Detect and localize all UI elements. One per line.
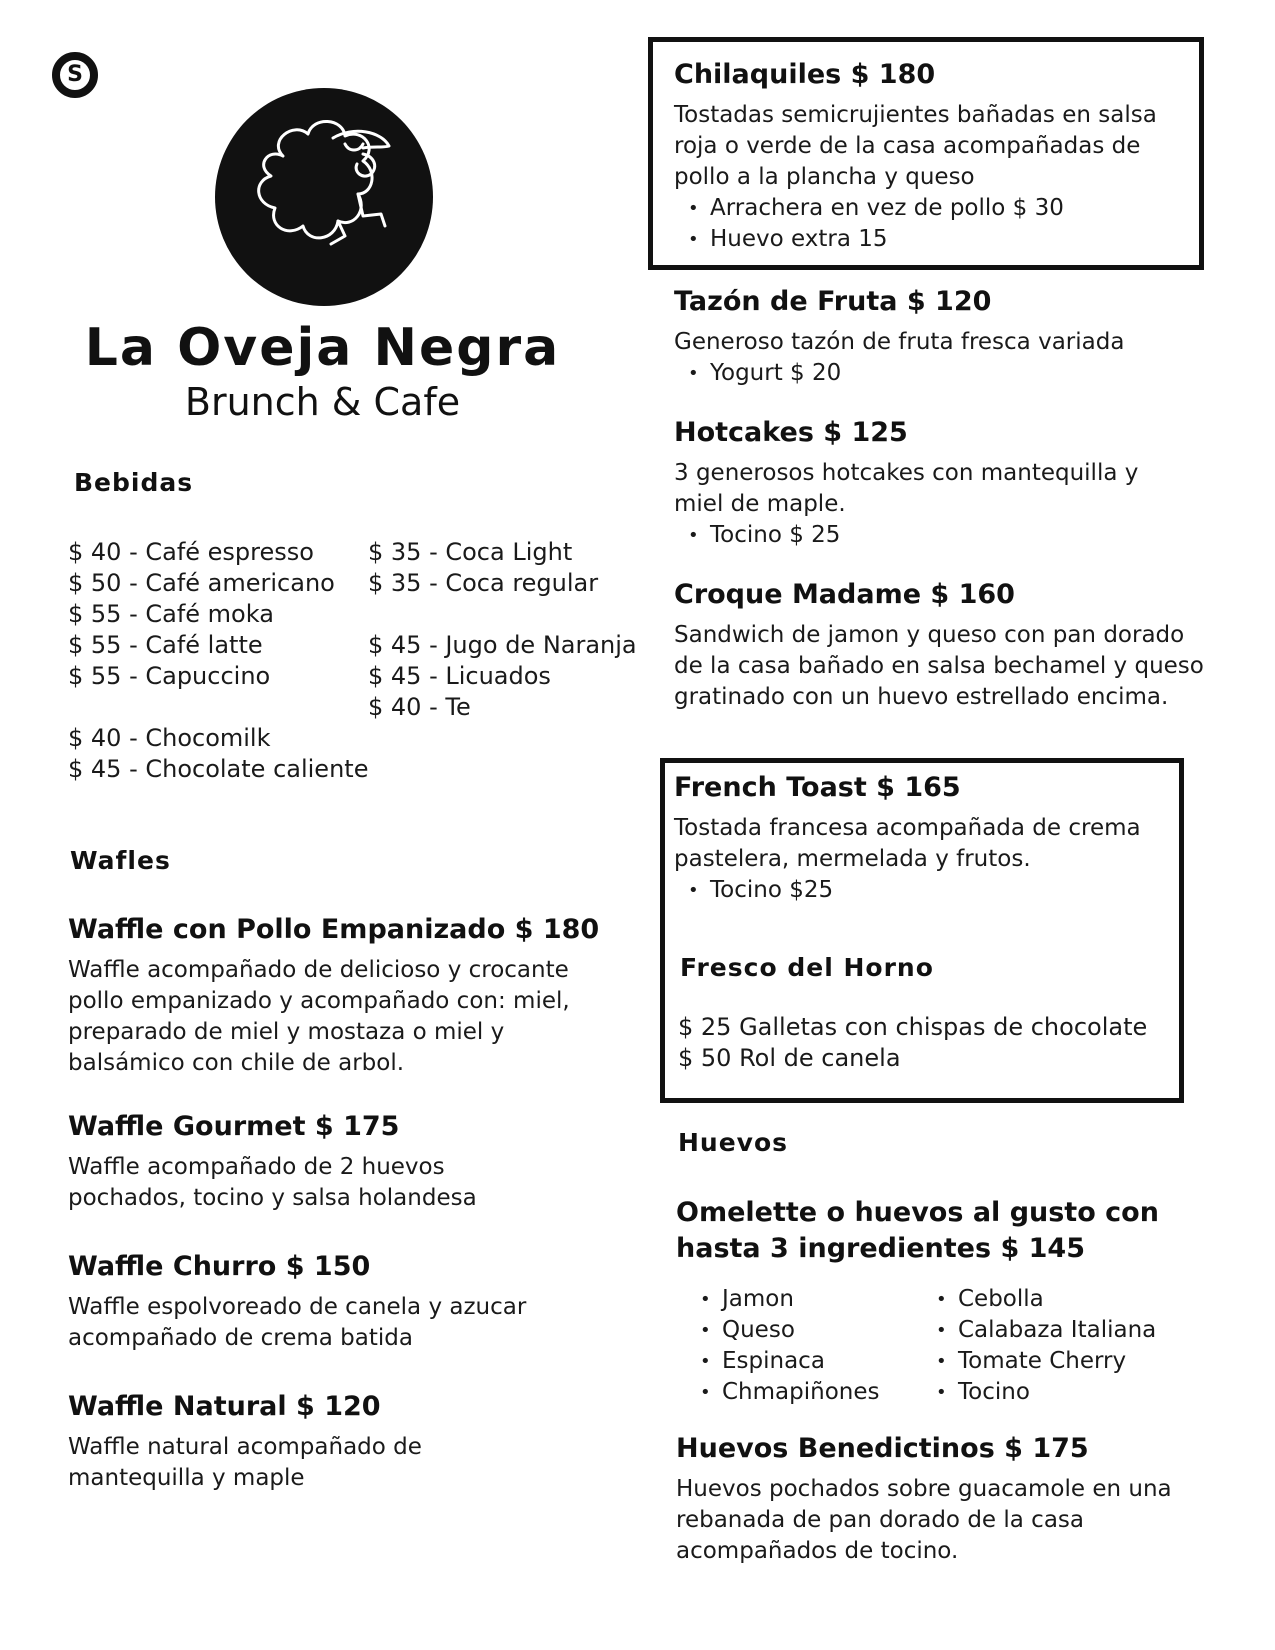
menu-item-waffle-pollo <box>68 913 608 1079</box>
brand-badge-icon <box>52 52 98 98</box>
menu-item-waffle-churro <box>68 1250 608 1354</box>
brand-subtitle: Brunch & Cafe <box>184 380 461 424</box>
ingredient-item: • Chmapiñones <box>700 1377 880 1408</box>
menu-item-chilaquiles <box>674 58 1189 255</box>
extras-list <box>674 520 1174 551</box>
item-description: 3 generosos hotcakes con mantequilla y miel de maple. <box>674 460 1139 517</box>
ingredients-left-list <box>686 1284 880 1408</box>
drink-item: $ 40 - Café espresso <box>68 538 314 566</box>
menu-item-french-toast <box>674 771 1169 906</box>
drink-item: $ 40 - Chocomilk <box>68 724 271 752</box>
item-description: Waffle espolvoreado de canela y azucar acompañado de crema batida <box>68 1294 527 1351</box>
item-title: Omelette o huevos al gusto con hasta 3 ingredientes $ 145 <box>676 1197 1159 1264</box>
ingredient-item: • Tocino <box>936 1377 1156 1408</box>
item-description: Waffle acompañado de delicioso y crocante pollo empanizado y acompañado con: miel, preparado de miel y mostaza o miel y balsámico con chile de arbol. <box>68 957 570 1076</box>
extra-item: • Huevo extra 15 <box>688 224 1189 255</box>
menu-item-huevos-benedictinos <box>676 1432 1206 1567</box>
item-title: Waffle Churro $ 150 <box>68 1251 371 1282</box>
drink-item: $ 55 - Café moka <box>68 600 274 628</box>
drink-item: $ 45 - Chocolate caliente <box>68 755 369 783</box>
menu-item-fruta <box>674 285 1214 389</box>
drink-item: $ 55 - Café latte <box>68 631 263 659</box>
section-title-horno: Fresco del Horno <box>680 953 934 982</box>
ingredient-item: • Queso <box>700 1315 880 1346</box>
menu-item-hotcakes <box>674 416 1174 551</box>
drink-item: $ 45 - Jugo de Naranja <box>368 631 637 659</box>
item-description: Tostadas semicrujientes bañadas en salsa roja o verde de la casa acompañadas de pollo a la plancha y queso <box>674 102 1157 190</box>
ingredient-item: • Espinaca <box>700 1346 880 1377</box>
item-title: Tazón de Fruta $ 120 <box>674 286 992 317</box>
drink-item: $ 45 - Licuados <box>368 662 551 690</box>
section-title-huevos: Huevos <box>678 1128 789 1157</box>
brand-name: La Oveja Negra <box>84 318 561 378</box>
menu-item-croque-madame <box>674 578 1214 713</box>
ingredient-item: • Calabaza Italiana <box>936 1315 1156 1346</box>
extra-item: • Tocino $ 25 <box>688 520 1174 551</box>
item-description: Waffle natural acompañado de mantequilla y maple <box>68 1434 422 1491</box>
item-description: Sandwich de jamon y queso con pan dorado de la casa bañado en salsa bechamel y queso gratinado con un huevo estrellado encima. <box>674 622 1204 710</box>
menu-item-waffle-gourmet <box>68 1110 608 1214</box>
ingredients-right-list <box>922 1284 1156 1408</box>
menu-item-waffle-natural <box>68 1390 608 1494</box>
item-description: Waffle acompañado de 2 huevos pochados, tocino y salsa holandesa <box>68 1154 477 1211</box>
extras-list <box>674 358 1214 389</box>
drink-item: $ 40 - Te <box>368 693 471 721</box>
item-title: Huevos Benedictinos $ 175 <box>676 1433 1089 1464</box>
item-description: Tostada francesa acompañada de crema pastelera, mermelada y frutos. <box>674 815 1141 872</box>
extra-item: • Tocino $25 <box>688 875 1169 906</box>
extras-list <box>674 875 1169 906</box>
menu-item-omelette <box>676 1195 1216 1267</box>
item-title: Waffle Natural $ 120 <box>68 1391 381 1422</box>
ingredient-item: • Cebolla <box>936 1284 1156 1315</box>
item-title: Hotcakes $ 125 <box>674 417 908 448</box>
bakery-item: $ 50 Rol de canela <box>678 1044 901 1072</box>
bebidas-left-list <box>68 537 335 692</box>
item-title: Waffle Gourmet $ 175 <box>68 1111 400 1142</box>
item-title: Waffle con Pollo Empanizado $ 180 <box>68 914 600 945</box>
section-title-bebidas: Bebidas <box>74 468 194 497</box>
drink-item: $ 50 - Café americano <box>68 569 335 597</box>
bebidas-bottom-list <box>68 723 368 785</box>
extra-item: • Arrachera en vez de pollo $ 30 <box>688 193 1189 224</box>
item-title: Chilaquiles $ 180 <box>674 59 936 90</box>
sheep-logo-icon <box>213 86 435 308</box>
extra-item: • Yogurt $ 20 <box>688 358 1214 389</box>
item-title: French Toast $ 165 <box>674 772 961 803</box>
section-title-wafles: Wafles <box>70 846 171 875</box>
extras-list <box>674 193 1189 255</box>
drink-item: $ 35 - Coca regular <box>368 569 599 597</box>
bebidas-right-bottom-list <box>368 630 637 723</box>
item-title: Croque Madame $ 160 <box>674 579 1015 610</box>
bakery-item: $ 25 Galletas con chispas de chocolate <box>678 1013 1148 1041</box>
ingredient-item: • Tomate Cherry <box>936 1346 1156 1377</box>
brand-badge-letter: S <box>67 62 83 87</box>
drink-item: $ 35 - Coca Light <box>368 538 573 566</box>
item-description: Generoso tazón de fruta fresca variada <box>674 329 1125 355</box>
horno-list <box>678 1012 1173 1074</box>
drink-item: $ 55 - Capuccino <box>68 662 271 690</box>
ingredient-item: • Jamon <box>700 1284 880 1315</box>
item-description: Huevos pochados sobre guacamole en una rebanada de pan dorado de la casa acompañados de tocino. <box>676 1476 1172 1564</box>
bebidas-right-top-list <box>368 537 598 599</box>
